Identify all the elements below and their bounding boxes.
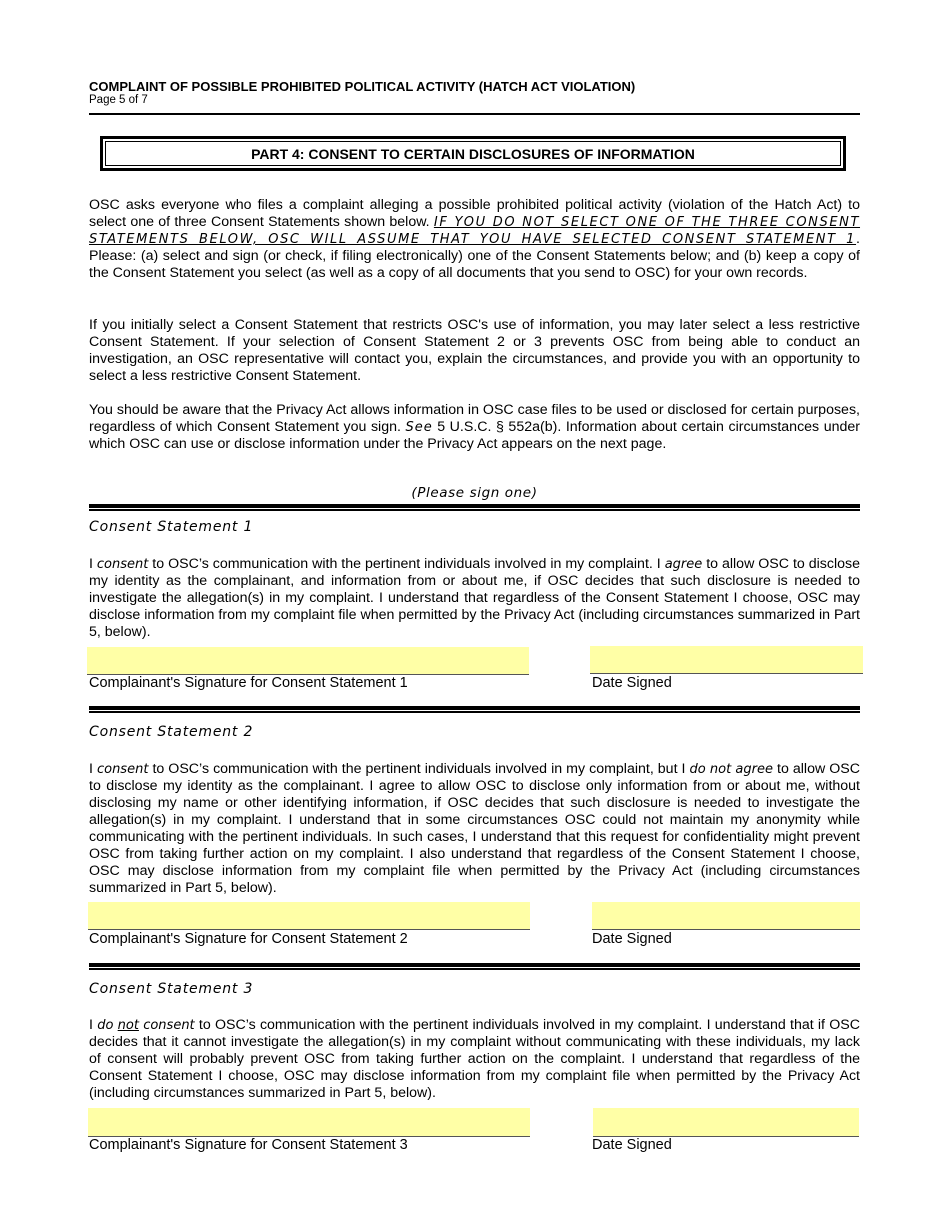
signature-label-1: Complainant's Signature for Consent Statement 1 bbox=[89, 675, 408, 691]
signature-field-1[interactable] bbox=[87, 647, 529, 675]
signature-field-3[interactable] bbox=[88, 1108, 530, 1137]
intro-p3-text-b: 5 U.S.C. § 552a(b). Information about certain circumstances under which OSC can use or disclose information under the Privacy Act appears on the next page. bbox=[89, 419, 860, 452]
signature-field-2[interactable] bbox=[88, 902, 530, 930]
cs2-text-3: to allow OSC to disclose my identity as the complainant. I agree to allow OSC to disclose only information from or about me, without disclosing my name or other identifying information, if OSC decides that such disclosure is needed to investigate the allegation(s) in my complaint. I understand that in some circumstances OSC could not maintain my anonymity while communicating with the pertinent individuals. In such cases, I understand that this request for confidentiality might prevent OSC from taking further action on my complaint. I also understand that regardless of the Consent Statement I choose, OSC may disclose information from my complaint file when permitted by the Privacy Act (including circumstances summarized in Part 5, below). bbox=[89, 761, 860, 896]
signature-label-2: Complainant's Signature for Consent Statement 2 bbox=[89, 931, 408, 947]
page-number: Page 5 of 7 bbox=[89, 94, 148, 106]
section-rule-3 bbox=[89, 963, 860, 970]
intro-paragraph-1 bbox=[89, 197, 860, 282]
date-field-3[interactable] bbox=[593, 1108, 859, 1137]
cs3-not-word: not bbox=[117, 1018, 139, 1033]
date-label-3: Date Signed bbox=[592, 1137, 672, 1153]
part-heading-box bbox=[100, 136, 846, 171]
intro-p3-see: See bbox=[405, 420, 433, 435]
cs3-consent-word: consent bbox=[143, 1018, 195, 1033]
cs3-text-2: to OSC’s communication with the pertinent individuals involved in my complaint. I understand that if OSC decides that it cannot investigate the allegation(s) in my complaint without communicating with these individuals, my lack of consent will probably prevent OSC from taking further action on the complaint. I understand that regardless of the Consent Statement I choose, OSC may disclose information from my complaint file when permitted by the Privacy Act (including circumstances summarized in Part 5, below). bbox=[89, 1017, 860, 1101]
consent-statement-2-title: Consent Statement 2 bbox=[89, 724, 254, 740]
date-label-1: Date Signed bbox=[592, 675, 672, 691]
please-sign-note: (Please sign one) bbox=[411, 485, 538, 501]
consent-statement-3-title: Consent Statement 3 bbox=[89, 981, 254, 997]
consent-statement-2-text bbox=[89, 761, 860, 897]
part-heading: PART 4: CONSENT TO CERTAIN DISCLOSURES OF INFORMATION bbox=[105, 141, 841, 166]
cs1-consent-word: consent bbox=[96, 557, 149, 572]
date-field-2[interactable] bbox=[592, 902, 860, 930]
form-title: COMPLAINT OF POSSIBLE PROHIBITED POLITICAL ACTIVITY (HATCH ACT VIOLATION) bbox=[89, 79, 636, 94]
cs1-agree-word: agree bbox=[664, 557, 703, 572]
consent-statement-3-text bbox=[89, 1017, 860, 1102]
consent-statement-1-text bbox=[89, 556, 860, 641]
header-rule bbox=[89, 113, 860, 115]
intro-p3-text-a: You should be aware that the Privacy Act allows information in OSC case files to be used or disclosed for certain purposes, regardless of which Consent Statement you sign. bbox=[89, 402, 860, 435]
cs2-text-2: to OSC’s communication with the pertinent individuals involved in my complaint, but I bbox=[148, 761, 690, 777]
intro-p1-warning: IF YOU DO NOT SELECT ONE OF THE THREE CONSENT STATEMENTS BELOW, OSC WILL ASSUME THAT YOU HAVE SELECTED CONSENT STATEMENT 1 bbox=[89, 215, 861, 247]
intro-paragraph-2: If you initially select a Consent Statement that restricts OSC's use of information, you may later select a less restrictive Consent Statement. If your selection of Consent Statement 2 or 3 prevents OSC from being able to conduct an investigation, an OSC representative will contact you, explain the circumstances, and provide you with an opportunity to select a less restrictive Consent Statement. bbox=[89, 317, 860, 384]
cs2-consent-word: consent bbox=[96, 762, 149, 777]
signature-label-3: Complainant's Signature for Consent Statement 3 bbox=[89, 1137, 408, 1153]
intro-paragraph-3 bbox=[89, 402, 860, 453]
cs2-do-not-agree-words: do not agree bbox=[689, 762, 773, 777]
cs1-text-3: to allow OSC to disclose my identity as the complainant, and information from or about me, if OSC decides that such disclosure is needed to investigate the allegation(s) in my complaint. I understand that regardless of the Consent Statement I choose, OSC may disclose information from my complaint file when permitted by the Privacy Act (including circumstances summarized in Part 5, below). bbox=[89, 556, 860, 640]
date-label-2: Date Signed bbox=[592, 931, 672, 947]
consent-statement-1-title: Consent Statement 1 bbox=[89, 519, 254, 535]
cs1-text-1: I bbox=[89, 556, 97, 572]
date-field-1[interactable] bbox=[590, 646, 863, 674]
intro-p1-text-b: . Please: (a) select and sign (or check, if filing electronically) one of the Consent Statements below; and (b) keep a copy of the Consent Statement you select (as well as a copy of all documents that you send to OSC) for your own records. bbox=[89, 231, 860, 281]
cs3-do-word: do bbox=[97, 1018, 114, 1033]
section-rule-2 bbox=[89, 706, 860, 713]
cs2-text-1: I bbox=[89, 761, 97, 777]
cs3-text-1: I bbox=[89, 1017, 98, 1033]
cs1-text-2: to OSC’s communication with the pertinent individuals involved in my complaint. I bbox=[148, 556, 665, 572]
section-rule-1 bbox=[89, 504, 860, 511]
intro-p1-text-a: OSC asks everyone who files a complaint alleging a possible prohibited political activity (violation of the Hatch Act) to select one of three Consent Statements shown below. bbox=[89, 197, 860, 230]
